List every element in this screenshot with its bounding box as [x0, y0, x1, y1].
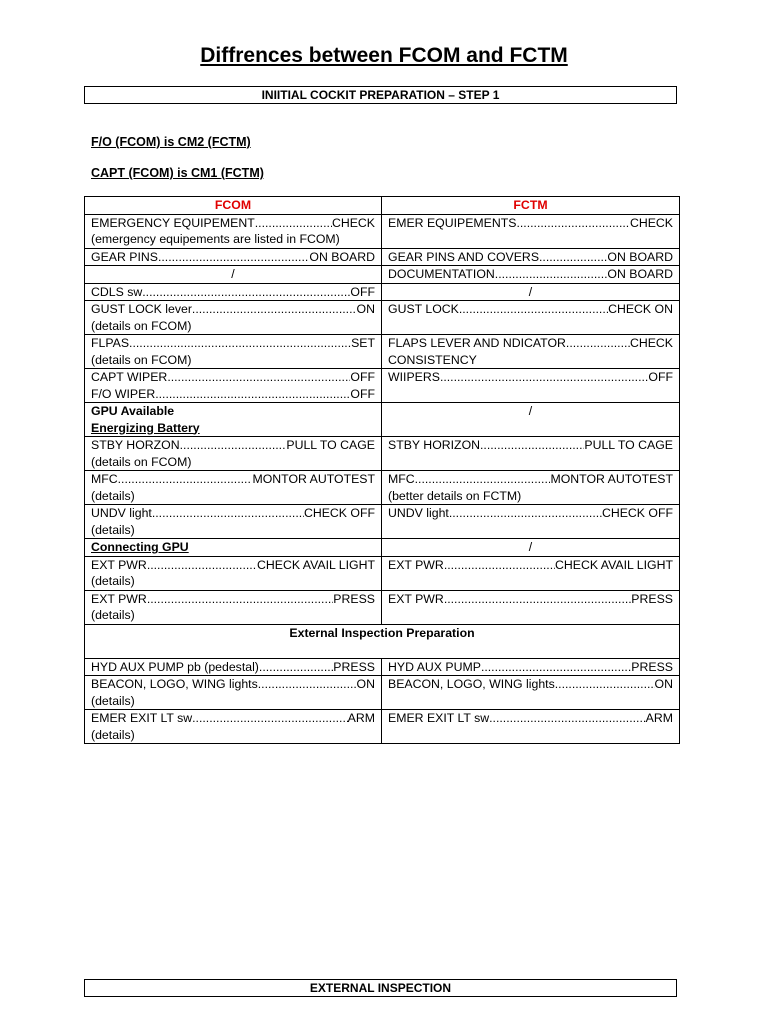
- item-label: GEAR PINS: [91, 249, 158, 264]
- fctm-cell: [382, 301, 680, 335]
- fcom-cell: [85, 301, 382, 335]
- item-label: CDLS sw: [91, 284, 143, 299]
- item-detail: (details on FCOM): [91, 454, 192, 469]
- item-value: MONTOR AUTOTEST: [252, 472, 375, 486]
- page-title: Diffrences between FCOM and FCTM: [200, 44, 568, 67]
- table-row: [85, 214, 680, 248]
- table-row: [85, 301, 680, 335]
- item-label: FLAPS LEVER AND NDICATOR: [388, 336, 566, 350]
- item-value: ON BOARD: [607, 267, 673, 281]
- table-row: [85, 590, 680, 624]
- column-header-fctm: FCTM: [382, 197, 680, 215]
- item-value: CHECK ON: [608, 302, 673, 316]
- item-value: PULL TO CAGE: [584, 438, 673, 452]
- item-value: ARM: [347, 711, 375, 725]
- item-label: WIIPERS: [388, 370, 440, 384]
- item-label: UNDV light: [91, 506, 152, 520]
- fctm-cell: [382, 505, 680, 539]
- item-value: SET: [351, 336, 375, 350]
- item-label: EMER EXIT LT sw: [388, 711, 490, 725]
- fctm-cell: [382, 266, 680, 284]
- item-value: ON BOARD: [309, 249, 375, 264]
- item-label: GEAR PINS AND COVERS: [388, 249, 540, 264]
- item-label: MFC: [91, 472, 118, 486]
- item-value: MONTOR AUTOTEST: [550, 472, 673, 486]
- item-label: EXT PWR: [91, 557, 147, 572]
- fctm-cell: [382, 556, 680, 590]
- table-row: [85, 369, 680, 403]
- item-label: STBY HORIZON: [388, 438, 481, 452]
- table-row: [85, 283, 680, 301]
- fcom-cell: [85, 248, 382, 266]
- role-note-fo: F/O (FCOM) is CM2 (FCTM): [91, 135, 251, 149]
- item-value: ON: [654, 677, 673, 691]
- item-value: ON: [356, 302, 375, 316]
- fcom-cell: [85, 658, 382, 676]
- table-row: [85, 556, 680, 590]
- table-row: [85, 471, 680, 505]
- item-detail: (details): [91, 608, 135, 622]
- table-row: [85, 403, 680, 437]
- section-header-step-1: INIITIAL COCKIT PREPARATION – STEP 1: [84, 86, 677, 104]
- item-label: FLPAS: [91, 336, 130, 350]
- item-detail: (details): [91, 522, 135, 537]
- item-value: OFF: [350, 370, 375, 384]
- section-heading: External Inspection Preparation: [85, 624, 680, 658]
- table-row: [85, 676, 680, 710]
- item-label: STBY HORZON: [91, 438, 180, 452]
- fcom-cell: [85, 471, 382, 505]
- item-value: ARM: [645, 711, 673, 725]
- item-detail: (better details on FCTM): [388, 488, 522, 503]
- item-label: EMER EQUIPEMENTS: [388, 215, 517, 230]
- item-value: CHECK: [629, 336, 673, 350]
- table-row: [85, 335, 680, 369]
- fcom-cell: [85, 505, 382, 539]
- item-value: ON: [356, 677, 375, 691]
- table-row: [85, 248, 680, 266]
- item-value: PULL TO CAGE: [286, 438, 375, 452]
- item-detail: (details): [91, 693, 135, 708]
- fcom-cell: [85, 556, 382, 590]
- item-label: HYD AUX PUMP pb (pedestal): [91, 659, 259, 674]
- item-value: ON BOARD: [607, 249, 673, 264]
- table-row: [85, 539, 680, 557]
- table-header-row: [85, 197, 680, 215]
- item-detail: (details): [91, 488, 135, 503]
- item-value: PRESS: [333, 659, 375, 674]
- fctm-cell-empty: /: [382, 283, 680, 301]
- comparison-table: [84, 196, 680, 744]
- table-row: [85, 505, 680, 539]
- item-label: HYD AUX PUMP: [388, 659, 481, 674]
- fctm-cell-empty: /: [382, 539, 680, 557]
- item-label: MFC: [388, 472, 415, 486]
- fctm-cell: [382, 335, 680, 369]
- item-label: EXT PWR: [388, 591, 444, 606]
- table-row: [85, 710, 680, 744]
- fcom-cell: [85, 403, 382, 437]
- item-value: OFF: [350, 284, 375, 299]
- table-row: [85, 266, 680, 284]
- item-label: BEACON, LOGO, WING lights: [388, 677, 555, 691]
- fctm-cell: [382, 369, 680, 403]
- item-label: CAPT WIPER: [91, 370, 168, 384]
- item-detail: (details): [91, 574, 135, 588]
- item-value: CHECK: [629, 215, 673, 230]
- fcom-cell: [85, 676, 382, 710]
- item-label: GUST LOCK lever: [91, 302, 192, 316]
- fctm-cell: [382, 710, 680, 744]
- section-header-external-inspection: EXTERNAL INSPECTION: [84, 979, 677, 997]
- item-value: CHECK OFF: [303, 506, 375, 520]
- fctm-cell: [382, 658, 680, 676]
- fctm-cell: [382, 471, 680, 505]
- table-row: [85, 437, 680, 471]
- item-label: EMER EXIT LT sw: [91, 711, 193, 725]
- item-value: OFF: [648, 370, 673, 384]
- column-header-fcom: FCOM: [85, 197, 382, 215]
- item-detail: (details): [91, 727, 135, 742]
- table-row: [85, 658, 680, 676]
- item-value: PRESS: [333, 591, 375, 606]
- fcom-cell: [85, 590, 382, 624]
- item-label: GUST LOCK: [388, 302, 459, 316]
- role-note-capt: CAPT (FCOM) is CM1 (FCTM): [91, 166, 264, 180]
- item-value: PRESS: [631, 659, 673, 674]
- fcom-cell: [85, 710, 382, 744]
- item-label: DOCUMENTATION: [388, 267, 495, 281]
- item-label: UNDV light: [388, 506, 449, 520]
- fcom-cell: [85, 214, 382, 248]
- item-label: EMERGENCY EQUIPEMENT: [91, 215, 255, 230]
- item-label: EXT PWR: [388, 557, 444, 572]
- item-detail: (details on FCOM): [91, 352, 192, 367]
- fcom-cell: [85, 539, 382, 557]
- fctm-cell: [382, 676, 680, 710]
- fcom-cell-empty: /: [85, 266, 382, 284]
- step-heading: Connecting GPU: [91, 540, 189, 554]
- fctm-cell: [382, 214, 680, 248]
- item-value: CHECK AVAIL LIGHT: [555, 557, 673, 572]
- item-value: CHECK OFF: [601, 506, 673, 520]
- fcom-cell: [85, 369, 382, 403]
- fctm-cell-empty: /: [382, 403, 680, 437]
- fctm-cell: [382, 437, 680, 471]
- item-label: F/O WIPER: [91, 386, 156, 401]
- fcom-cell: [85, 335, 382, 369]
- fcom-cell: [85, 437, 382, 471]
- fctm-cell: [382, 248, 680, 266]
- item-value: PRESS: [631, 591, 673, 606]
- fctm-cell: [382, 590, 680, 624]
- item-label: BEACON, LOGO, WING lights: [91, 677, 258, 691]
- item-value: CHECK: [331, 215, 375, 230]
- section-row: [85, 624, 680, 658]
- item-detail: CONSISTENCY: [388, 352, 477, 367]
- item-detail: (details on FCOM): [91, 318, 192, 333]
- item-detail: (emergency equipements are listed in FCOM): [91, 232, 340, 246]
- item-value: OFF: [350, 386, 375, 401]
- fcom-cell: [85, 283, 382, 301]
- step-heading: Energizing Battery: [91, 420, 200, 435]
- item-value: CHECK AVAIL LIGHT: [257, 557, 375, 572]
- item-label: EXT PWR: [91, 591, 147, 606]
- step-heading: GPU Available: [91, 404, 175, 418]
